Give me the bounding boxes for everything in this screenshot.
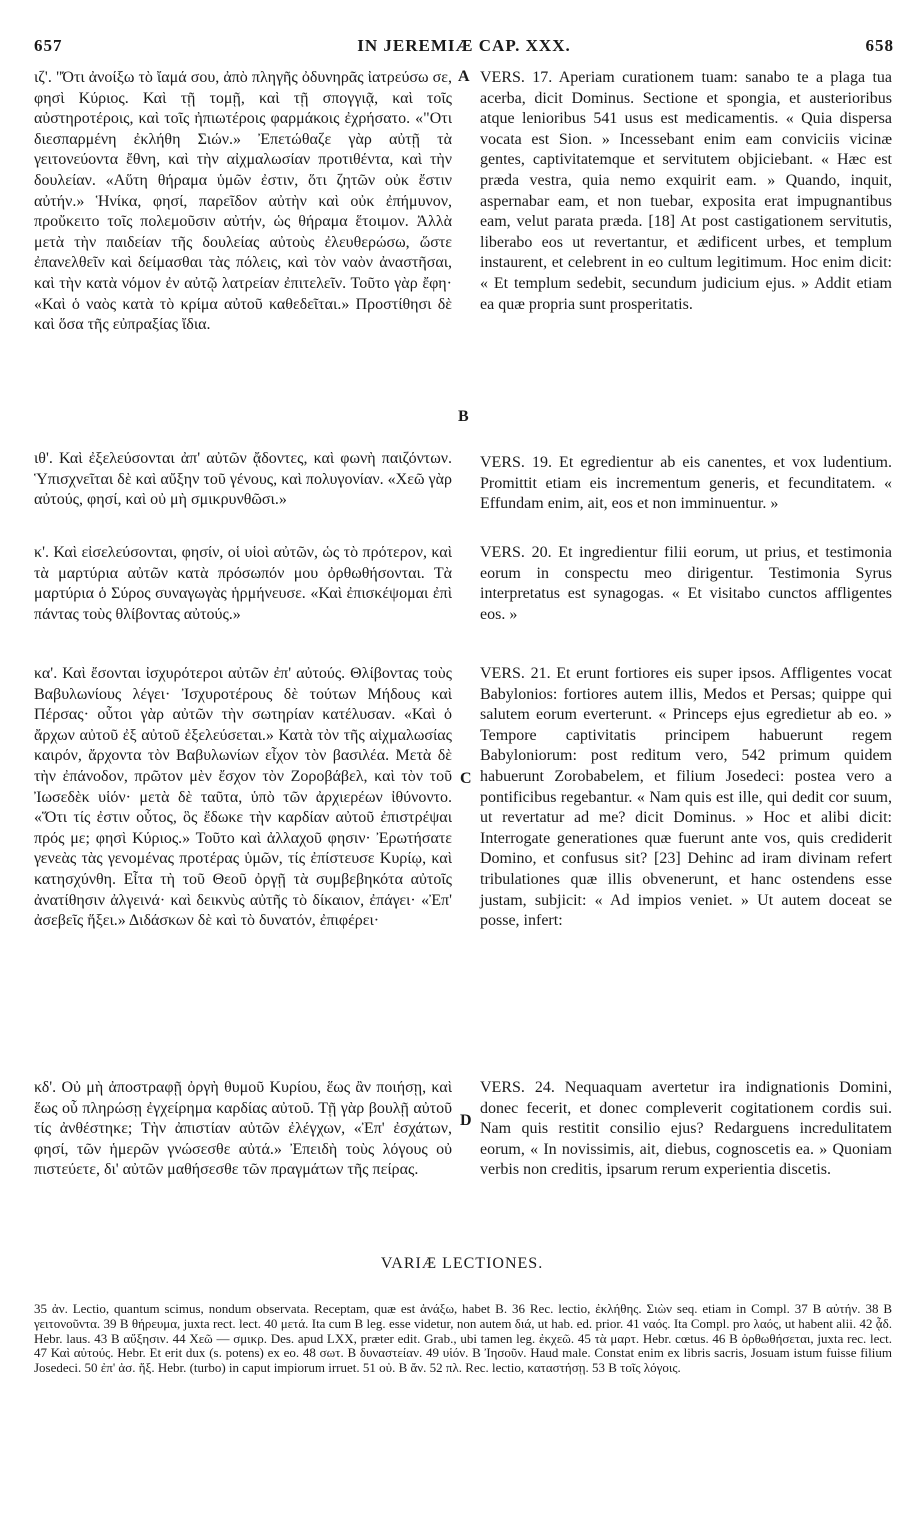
variae-lectiones-title: VARIÆ LECTIONES. [380,1255,544,1272]
latin-block-17: VERS. 17. Aperiam curationem tuam: sanabo te a plaga tua acerba, dicit Dominus. Sectione et spongia, et austerioribus atque lenioribus 541 usus est medicamentis. « Quia dispersa vocata est Sion. » Incessebant enim eam conviciis vicinæ gentes, captivitatemque et servitutem objiciebant. « Hæc est præda vestra, quia nemo exquirit eam. » Quando, inquit, aspernabar eam, et non tuebar, exposita erat impugnantibus eam, velut parata præda. [18] At post castigationem servitutis, liberabo eos ut revertantur, et ædificent urbes, et templum instaurent, et celebrent in eo cultum legitimum. Hoc enim dicit: « Et templum sedebit, secundum judicium ejus. » Addit etiam ea quæ propria sunt prosperitatis. [480,69,892,313]
greek-block-19: ιθ'. Καὶ ἐξελεύσονται ἀπ' αὐτῶν ᾄδοντες, καὶ φωνὴ παιζόντων. Ὑπισχνεῖται δὲ καὶ αὔξην τοῦ γένους, καὶ πολυγονίαν. «Χεῶ γὰρ αὐτούς, φησί, καὶ οὐ μὴ σμικρυνθῶσι.» [34,450,452,509]
greek-block-24: κδ'. Οὐ μὴ ἀποστραφῇ ὀργὴ θυμοῦ Κυρίου, ἕως ἂν ποιήσῃ, καὶ ἕως οὗ πληρώσῃ ἐγχείρημα καρδίας αὐτοῦ. Τῇ γὰρ βουλῇ αὐτοῦ τίς ἀνθέστηκε; Τὴν ἀπιστίαν αὐτῶν ἐλέγχων, «Ἐπ' ἐσχάτων, φησί, τῶν ἡμερῶν γνώσεσθε αὐτά.» Ἐπειδὴ τοὺς λόγους οὐ πιστεύετε, δι' αὐτῶν μαθήσεσθε τῶν πραγμάτων τῆς πείρας. [34,1079,452,1179]
section-marker-c: C [460,770,472,787]
section-marker-b: B [458,408,469,425]
section-marker-a: A [458,68,470,85]
latin-block-20: VERS. 20. Et ingredientur filii eorum, ut prius, et testimonia eorum in conspectu meo dirigentur. Testimonia Syrus interpretatus est synagogas. « Et visitabo cunctos affligentes eos. » [480,544,892,623]
greek-block-17: ιζ'. "Ότι ἀνοίξω τὸ ἴαμά σου, ἀπὸ πληγῆς ὀδυνηρᾶς ἰατρεύσω σε, φησὶ Κύριος. Καὶ τῇ τομῇ, καὶ τῇ σπογγιᾷ, καὶ τοῖς αὐστηροτέροις, καὶ τοῖς ἠπιωτέροις φαρμάκοις ἐχρήσατο. «"Οτι διεσπαρμένη ἐκλήθη Σιών.» Ἐπετώθαζε γὰρ αὐτῇ τὰ γειτονεύοντα ἔθνη, καὶ τὴν αἰχμαλωσίαν προτιθέντα, καὶ τὴν δουλείαν. «Αὕτη θήραμα ὑμῶν ἐστιν, ὅτι ζητῶν οὐκ ἔστιν αὐτήν.» Ἡνίκα, φησί, παρεῖδον αὐτὴν καὶ οὐκ ἐπήμυνον, προὔκειτο τοῖς πολεμοῦσιν αὐτήν, ὡς θήραμα ἕτοιμον. Ἀλλὰ μετὰ τὴν παιδείαν τῆς δουλείας αὐτοὺς ἐλευθερώσω, ὥστε ἐπανελθεῖν καὶ δείμασθαι τὰς πόλεις, καὶ τὸν ναὸν ἀναστῆσαι, καὶ τὴν κατὰ νόμον ἐν αὐτῷ λατρείαν ἐπιτελεῖν. Τοῦτο γὰρ ἔφη· «Καὶ ὁ ναὸς κατὰ τὸ κρίμα αὐτοῦ καθεδεῖται.» Προστίθησι δὲ καὶ ὅσα τῆς εὐπραξίας ἴδια. [34,69,452,334]
page-header [34,36,894,60]
greek-block-21: κα'. Καὶ ἔσονται ἰσχυρότεροι αὐτῶν ἐπ' αὐτούς. Θλίβοντας τοὺς Βαβυλωνίους λέγει· Ἰσχυροτέρους δὲ τούτων Μήδους καὶ Πέρσας· οὗτοι γὰρ αὐτῶν τὴν σωτηρίαν κατέλυσαν. «Καὶ ὁ ἄρχων αὐτοῦ ἐξ αὐτοῦ ἐξελεύσεται.» Κατὰ τὸν τῆς αἰχμαλωσίας καιρόν, ἄρχοντα τὸν Βαβυλωνίων εἶχον τὸν βασιλέα. Μετὰ δὲ τὴν ἐπάνοδον, πρῶτον μὲν ἔσχον τὸν Ζοροβάβελ, καὶ τὸν τοῦ Ἰωσεδὲκ υἱόν· μετὰ δὲ ταῦτα, ὑπὸ τῶν ἀρχιερέων ἰθύνοντο. «Ὅτι τίς ἐστιν οὗτος, ὃς ἔδωκε τὴν καρδίαν αὐτοῦ ἐπιστρέψαι πρός με; φησὶ Κύριος.» Τοῦτο καὶ ἀλλαχοῦ φησιν· Ἐρωτήσατε γενεὰς τὰς γενομένας προτέρας ὑμῶν, τίς ἐπίστευσε Κυρίῳ, καὶ κατησχύνθη. Εἶτα τὴ τοῦ Θεοῦ ὀργῇ τὰ συμβεβηκότα αὐτοῖς ἀνατίθησιν ἀλγεινά· καὶ δεικνὺς αὐτῆς τὸ δίκαιον, ἐπάγει· «Ἐπ' ἀσεβεῖς ἥξει.» Διδάσκων δὲ καὶ τὸ δυνατόν, ἐπιφέρει· [34,665,452,930]
variae-lectiones-notes: 35 ἀν. Lectio, quantum scimus, nondum observata. Receptam, quæ est ἀνάξω, habet B. 36 Rec. lectio, ἐκλήθης. Σιὼν seq. etiam in Compl. 37 B αὐτήν. 38 B γειτονοῦντα. 39 B θήρευμα, juxta rect. lect. 40 μετά. Ita cum B leg. esse videtur, non autem διά, ut hab. ed. prior. 41 ναός. Ita Compl. pro λαός, ut habent alii. 42 ᾆδ. Hebr. laus. 43 B αὔξησιν. 44 Χεῶ — σμικρ. Des. apud LXX, præter edit. Grab., ubi tamen leg. ἐκχεῶ. 45 τὰ μαρτ. Hebr. cœtus. 46 B ὀρθωθήσεται, juxta rec. lect. 47 Καὶ αὐτούς. Hebr. Et erit dux (s. potens) ex eo. 48 σωτ. B δυναστείαν. 49 υἱόν. B Ἰησοῦν. Haud male. Constat enim ex libris sacris, Josuam istum fuisse filium Josedeci. 50 ἐπ' ἀσ. ἥξ. Hebr. (turbo) in caput impiorum irruet. 51 οὐ. B ἄν. 52 πλ. Rec. lectio, καταστήσῃ. 53 B τοῖς λόγοις. [34,1301,892,1376]
left-page-number: 657 [34,36,63,55]
latin-block-24: VERS. 24. Nequaquam avertetur ira indignationis Domini, donec fecerit, et donec compleverit cogitationem cordis sui. Nam quis restitit consilio ejus? Redarguens incredulitatem eorum, « In novissimis, ait, diebus, cognoscetis ea. » Quoniam verbis non creditis, ipsarum rerum experientia discetis. [480,1079,892,1179]
latin-block-19: VERS. 19. Et egredientur ab eis canentes, et vox ludentium. Promittit etiam eis incrementum generis, et fecunditatem. « Effundam enim, ait, eos et non imminuentur. » [480,454,892,513]
right-page-number: 658 [865,36,894,55]
greek-block-20: κ'. Καὶ εἰσελεύσονται, φησίν, οἱ υἱοὶ αὐτῶν, ὡς τὸ πρότερον, καὶ τὰ μαρτύρια αὐτῶν κατὰ πρόσωπόν μου ὀρθωθήσονται. Τὰ μαρτύρια ὁ Σύρος συναγωγὰς ἡρμήνευσε. «Καὶ ἐπισκέψομαι ἐπὶ πάντας τοὺς θλίβοντας αὐτούς.» [34,544,452,623]
running-title: IN JEREMIÆ CAP. XXX. [357,36,571,55]
section-marker-d: D [460,1112,472,1129]
latin-block-21: VERS. 21. Et erunt fortiores eis super ipsos. Affligentes vocat Babylonios: fortiores autem illis, Medos et Persas; quippe qui salutem eorum everterunt. « Princeps ejus egredietur ab eo. » Tempore captivitatis principem habuerunt regem Babyloniorum: post reditum vero, 542 primum quidem habuerunt Zorobabelem, et filium Josedeci: postea vero a pontificibus regebantur. « Nam quis est ille, qui dedit cor suum, ut revertatur ad me? dicit Dominus. » Hoc et alibi dicit: Interrogate generationes quæ fuerunt ante vos, quis crediderit Domino, et confusus sit? [23] Dehinc ad iram divinam refert tribulationes quæ illis obvenerunt, et hanc ostendens esse justam, subjicit: « Ad impios veniet. » Ut autem doceat se posse, infert: [480,665,892,930]
